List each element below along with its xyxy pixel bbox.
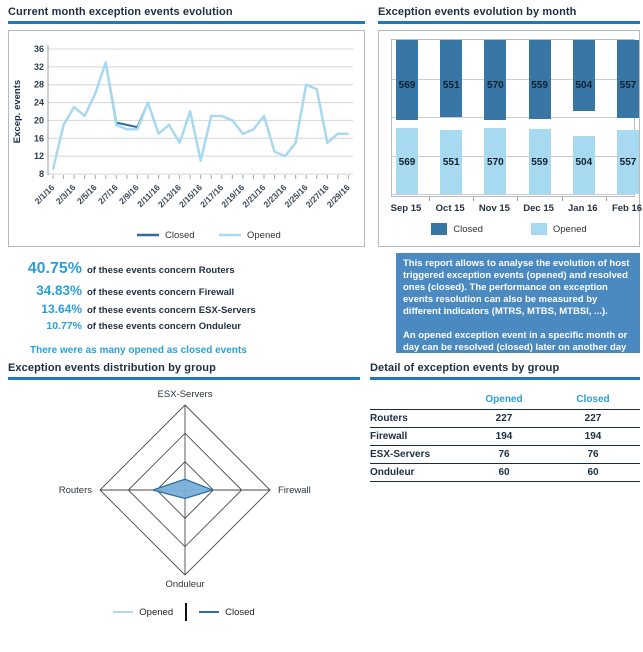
section-bar-chart xyxy=(378,6,643,247)
svg-text:32: 32 xyxy=(33,61,44,72)
svg-text:2/7/16: 2/7/16 xyxy=(95,182,120,207)
svg-text:2/15/16: 2/15/16 xyxy=(176,182,205,210)
bar-value-label: 570 xyxy=(487,157,504,168)
header-closed: Closed xyxy=(576,394,610,405)
bar-chart-legend xyxy=(379,223,639,235)
svg-text:8: 8 xyxy=(38,169,44,179)
legend-label-opened: Opened xyxy=(552,223,587,235)
stats-footnote: There were as many opened as closed events xyxy=(30,345,247,356)
legend-label-opened: Opened xyxy=(139,606,174,618)
detail-table-title: Detail of exception events by group xyxy=(370,362,640,380)
svg-text:20: 20 xyxy=(33,115,44,126)
bar-chart-month-labels xyxy=(390,203,643,215)
axis-tick xyxy=(606,197,607,201)
stat-text: of these events concern Onduleur xyxy=(87,321,241,332)
svg-text:2/23/16: 2/23/16 xyxy=(261,182,289,210)
section-detail-table xyxy=(370,362,640,482)
svg-text:12: 12 xyxy=(33,151,44,162)
month-label: Nov 15 xyxy=(478,203,510,214)
line-chart xyxy=(9,31,364,246)
stat-text: of these events concern ESX-Servers xyxy=(87,305,256,316)
info-box xyxy=(396,253,640,365)
legend-item-opened xyxy=(531,223,587,235)
bar-value-label: 557 xyxy=(619,157,637,168)
svg-text:2/11/16: 2/11/16 xyxy=(135,182,162,210)
row-opened: 76 xyxy=(462,446,546,464)
svg-text:ESX-Servers: ESX-Servers xyxy=(157,389,213,400)
detail-table xyxy=(370,392,640,482)
svg-text:24: 24 xyxy=(33,97,44,108)
bar-value-label: 569 xyxy=(398,80,416,91)
svg-text:2/17/16: 2/17/16 xyxy=(198,182,226,210)
closed-swatch-icon xyxy=(431,223,447,235)
row-label: ESX-Servers xyxy=(370,446,462,464)
svg-text:2/3/16: 2/3/16 xyxy=(53,182,78,207)
bar-chart-panel xyxy=(378,30,643,247)
stat-percent: 13.64% xyxy=(41,302,82,316)
stat-row-onduleur xyxy=(16,320,388,332)
month-label: Oct 15 xyxy=(435,203,465,214)
svg-text:2/5/16: 2/5/16 xyxy=(74,182,99,207)
table-row xyxy=(370,464,640,482)
svg-text:36: 36 xyxy=(33,44,44,54)
bar-chart-plot-area xyxy=(391,39,635,197)
radar-chart xyxy=(8,380,360,594)
stat-text: of these events concern Routers xyxy=(87,265,235,276)
header-opened: Opened xyxy=(485,394,523,405)
legend-item-closed xyxy=(199,607,255,618)
section-line-chart xyxy=(8,6,365,247)
svg-text:Firewall: Firewall xyxy=(278,485,311,496)
closed-bar xyxy=(440,40,462,117)
section-radar-chart xyxy=(8,362,360,621)
table-header-row xyxy=(370,392,640,410)
stat-row-firewall xyxy=(16,283,388,298)
stat-percent: 10.77% xyxy=(46,320,82,332)
stat-row-esx xyxy=(16,302,388,316)
bar-gridline xyxy=(392,194,634,195)
closed-line-icon xyxy=(199,611,219,613)
axis-tick xyxy=(473,197,474,201)
svg-text:28: 28 xyxy=(33,79,44,90)
line-chart-panel xyxy=(8,30,365,247)
svg-text:2/19/16: 2/19/16 xyxy=(219,182,247,210)
row-closed: 76 xyxy=(546,446,640,464)
bar-value-label: 557 xyxy=(619,80,637,91)
table-row xyxy=(370,428,640,446)
info-paragraph-1: This report allows to analyse the evolution of host triggered exception events (opened) and resolved ones (closed). The performance on exception events resolution can also be measured by different indicators (MTRS, MTBS, MTBSI, ...). xyxy=(403,258,630,317)
bar-value-label: 504 xyxy=(575,157,593,168)
bar-chart-title: Exception events evolution by month xyxy=(378,6,640,24)
axis-tick xyxy=(517,197,518,201)
svg-text:2/1/16: 2/1/16 xyxy=(32,182,57,207)
svg-text:Onduleur: Onduleur xyxy=(165,579,205,590)
svg-text:16: 16 xyxy=(33,133,44,144)
stats-block xyxy=(16,260,388,356)
axis-tick xyxy=(429,197,430,201)
month-label: Sep 15 xyxy=(390,203,422,214)
svg-text:Excep. events: Excep. events xyxy=(12,79,23,144)
svg-text:2/13/16: 2/13/16 xyxy=(155,182,184,210)
row-label: Onduleur xyxy=(370,464,462,482)
month-label: Feb 16 xyxy=(611,203,643,214)
svg-text:2/27/16: 2/27/16 xyxy=(303,182,331,210)
svg-text:2/9/16: 2/9/16 xyxy=(117,182,141,207)
row-opened: 60 xyxy=(462,464,546,482)
svg-text:2/25/16: 2/25/16 xyxy=(282,182,310,210)
header-empty xyxy=(370,392,462,410)
row-label: Routers xyxy=(370,410,462,428)
bar-gridline xyxy=(392,156,634,157)
opened-swatch-icon xyxy=(531,223,547,235)
legend-label-closed: Closed xyxy=(225,606,255,618)
info-paragraph-2: An opened exception event in a specific month or day can be resolved (closed) later on another day or month. xyxy=(403,330,628,365)
svg-text:Opened: Opened xyxy=(247,230,281,241)
bar-value-label: 559 xyxy=(531,157,548,168)
opened-line-icon xyxy=(113,611,133,613)
svg-text:Closed: Closed xyxy=(165,230,195,241)
row-closed: 194 xyxy=(546,428,640,446)
radar-chart-title: Exception events distribution by group xyxy=(8,362,360,380)
legend-label-closed: Closed xyxy=(453,223,483,235)
stat-row-routers xyxy=(16,260,388,278)
row-closed: 227 xyxy=(546,410,640,428)
bar-value-label: 569 xyxy=(398,157,416,168)
bar-value-label: 551 xyxy=(442,157,460,168)
closed-bar xyxy=(573,40,595,111)
svg-text:2/21/16: 2/21/16 xyxy=(240,182,268,210)
radar-legend xyxy=(8,603,360,621)
row-label: Firewall xyxy=(370,428,462,446)
stat-text: of these events concern Firewall xyxy=(87,287,235,298)
legend-item-opened xyxy=(113,607,173,618)
legend-divider xyxy=(185,603,187,621)
row-opened: 227 xyxy=(462,410,546,428)
bar-value-label: 551 xyxy=(442,80,460,91)
stat-percent: 34.83% xyxy=(36,283,82,298)
axis-tick xyxy=(562,197,563,201)
month-label: Dec 15 xyxy=(523,203,554,214)
bar-value-label: 559 xyxy=(531,80,548,91)
bar-gridline xyxy=(392,79,634,80)
row-opened: 194 xyxy=(462,428,546,446)
legend-item-closed xyxy=(431,223,483,235)
bar-value-label: 570 xyxy=(487,80,504,91)
bar-gridline xyxy=(392,117,634,118)
bar-value-label: 504 xyxy=(575,80,593,91)
row-closed: 60 xyxy=(546,464,640,482)
table-row xyxy=(370,446,640,464)
stat-percent: 40.75% xyxy=(27,260,82,277)
line-chart-title: Current month exception events evolution xyxy=(8,6,365,24)
svg-text:Routers: Routers xyxy=(58,485,92,496)
table-row xyxy=(370,410,640,428)
month-label: Jan 16 xyxy=(568,203,598,214)
svg-text:2/29/16: 2/29/16 xyxy=(324,182,352,210)
